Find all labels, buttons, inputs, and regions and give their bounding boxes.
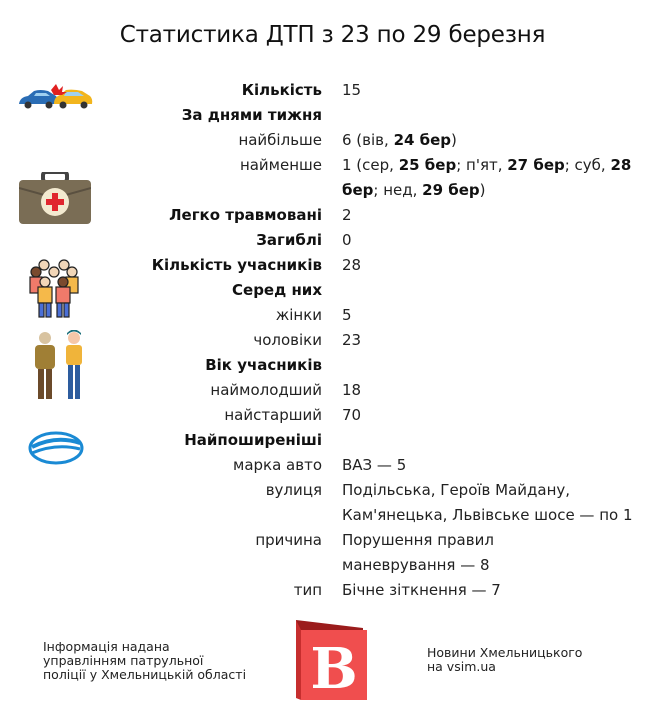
row-cause-cont: маневрування — 8	[342, 556, 490, 574]
stats-table	[0, 78, 665, 603]
site-link[interactable]: на vsim.ua	[427, 659, 496, 674]
row-participants: Кількість учасників 28	[151, 256, 362, 274]
row-street: вулиця Подільська, Героїв Майдану,	[265, 481, 571, 499]
row-least-cont	[0, 178, 665, 203]
row-cause: причина Порушення правил	[255, 531, 494, 549]
row-car-brand: марка авто ВАЗ — 5	[233, 456, 407, 474]
parts: 6 (вів, 24 бер)	[342, 131, 457, 149]
row-men: чоловіки 23	[253, 331, 362, 349]
row-by-weekday: За днями тижня	[181, 106, 322, 124]
row-women: жінки 5	[275, 306, 352, 324]
row-oldest: найстарший 70	[224, 406, 362, 424]
brand-credit: Новини Хмельницького на vsim.ua	[427, 645, 583, 674]
row-dead: Загиблі 0	[256, 231, 352, 249]
svg-text:В: В	[310, 636, 358, 700]
parts: бер; нед, 29 бер)	[342, 181, 486, 199]
vsim-logo	[293, 620, 375, 700]
page-title: Статистика ДТП з 23 по 29 березня	[119, 22, 546, 48]
row-street-cont: Кам'янецька, Львівське шосе — по 1	[342, 506, 633, 524]
row-count: Кількість 15	[241, 81, 362, 99]
row-type: тип Бічне зіткнення — 7	[293, 581, 501, 599]
row-age: Вік учасників	[205, 356, 322, 374]
source-credit: Інформація надана управлінням патрульної поліції у Хмельницькій області	[43, 639, 247, 682]
row-injured: Легко травмовані 2	[169, 206, 352, 224]
row-most: найбільше 6 (вів, 24 бер)	[0, 128, 665, 153]
row-youngest: наймолодший 18	[210, 381, 362, 399]
row-among-them: Серед них	[232, 281, 322, 299]
row-most-common: Найпоширеніші	[184, 431, 322, 449]
row-least: найменше 1 (сер, 25 бер; п'ят, 27 бер; суб, 28	[0, 153, 665, 178]
parts: 1 (сер, 25 бер; п'ят, 27 бер; суб, 28	[342, 156, 632, 174]
